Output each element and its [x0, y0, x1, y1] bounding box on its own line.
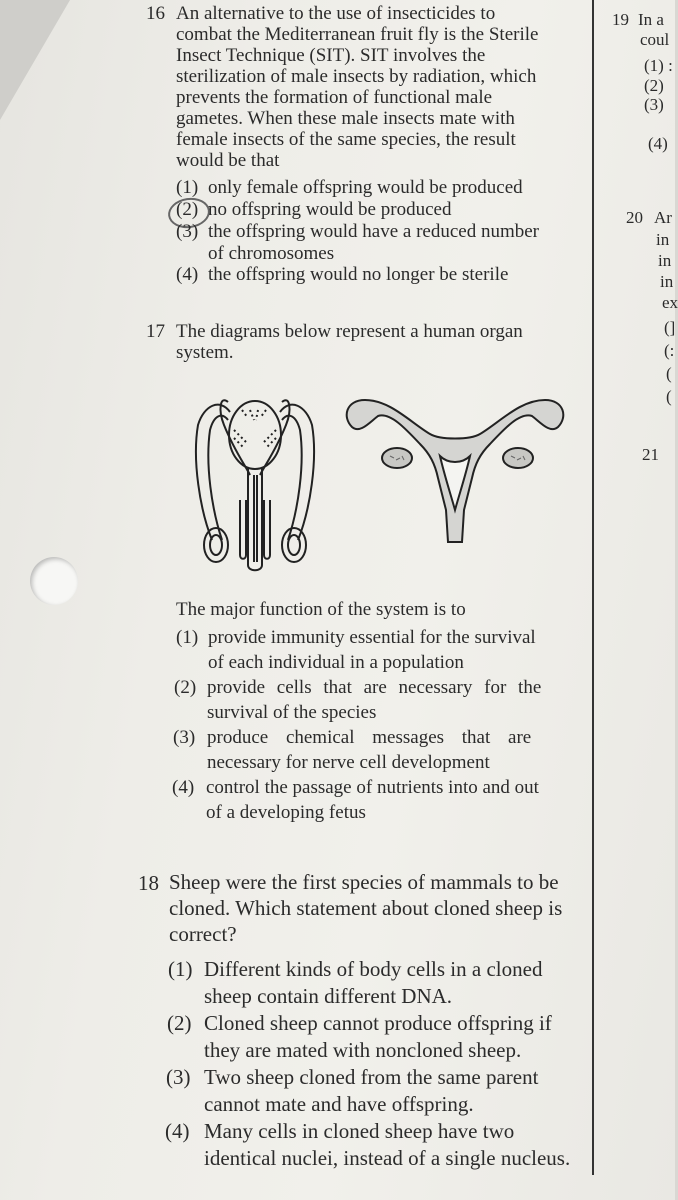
cut-text: (3) — [644, 95, 664, 114]
cut-text: (1) : — [644, 56, 673, 75]
option-2: (2) provide cells that are necessary for the survival of the species — [174, 677, 542, 723]
option-4: (4) Many cells in cloned sheep have two identical nuclei, instead of a single nucleus. — [165, 1119, 571, 1170]
cut-text: in — [658, 251, 672, 270]
question-stem — [169, 869, 619, 947]
page-corner-shadow — [0, 0, 70, 120]
stem-line: system. — [176, 342, 234, 363]
question-stem — [176, 321, 581, 363]
stem-line: would be that — [176, 150, 280, 171]
female-reproductive-diagram — [340, 392, 570, 552]
cut-text: (] — [664, 318, 676, 337]
option-3: (3) produce chemical messages that are necessary for nerve cell development — [173, 727, 532, 773]
cut-text: In a — [638, 10, 664, 29]
stem-line: gametes. When these male insects mate with — [176, 108, 515, 129]
stem-line: An alternative to the use of insecticides to — [176, 3, 496, 24]
stem-line: female insects of the same species, the result — [176, 129, 516, 150]
question-prompt: The major function of the system is to — [176, 599, 466, 620]
question-number: 19 — [612, 10, 629, 29]
question-number: 20 — [626, 208, 643, 227]
cut-text: in — [656, 230, 670, 249]
question-number: 21 — [642, 445, 659, 464]
cut-text: Ar — [654, 208, 672, 227]
stem-line: combat the Mediterranean fruit fly is the Sterile — [176, 24, 539, 45]
question-number: 18 — [138, 871, 159, 895]
option-1: (1) provide immunity essential for the survival of each individual in a population — [176, 627, 536, 673]
cut-text: coul — [640, 30, 670, 49]
question-number: 17 — [146, 321, 165, 342]
cut-text: (2) — [644, 76, 664, 95]
stem-line: correct? — [169, 922, 237, 946]
cut-text: ( — [666, 387, 672, 406]
stem-line: sterilization of male insects by radiation, which — [176, 66, 537, 87]
question-stem — [176, 3, 564, 171]
cut-text: (: — [664, 341, 675, 360]
option-4: (4) the offspring would no longer be sterile — [176, 264, 509, 285]
cut-text: ( — [666, 364, 672, 383]
stem-line: Insect Technique (SIT). SIT involves the — [176, 45, 486, 66]
cut-text: ex — [662, 293, 678, 312]
option-4: (4) control the passage of nutrients into and out of a developing fetus — [172, 777, 539, 823]
cut-text: (4) — [648, 134, 668, 153]
option-2: (2) no offspring would be produced — [176, 199, 452, 220]
option-1: (1) only female offspring would be produced — [176, 177, 523, 198]
punch-hole — [30, 557, 78, 605]
cut-text: in — [660, 272, 674, 291]
stem-line: prevents the formation of functional male — [176, 87, 493, 108]
male-reproductive-diagram — [190, 390, 320, 575]
option-3: (3) the offspring would have a reduced number of chromosomes — [176, 221, 539, 264]
option-2: (2) Cloned sheep cannot produce offspring if they are mated with noncloned sheep. — [167, 1011, 552, 1062]
stem-line: Sheep were the first species of mammals to be — [169, 870, 559, 894]
stem-line: The diagrams below represent a human organ — [176, 321, 523, 342]
stem-line: cloned. Which statement about cloned sheep is — [169, 896, 563, 920]
question-number: 16 — [146, 3, 165, 24]
option-3: (3) Two sheep cloned from the same parent cannot mate and have offspring. — [166, 1065, 539, 1116]
option-1: (1) Different kinds of body cells in a cloned sheep contain different DNA. — [168, 957, 543, 1008]
